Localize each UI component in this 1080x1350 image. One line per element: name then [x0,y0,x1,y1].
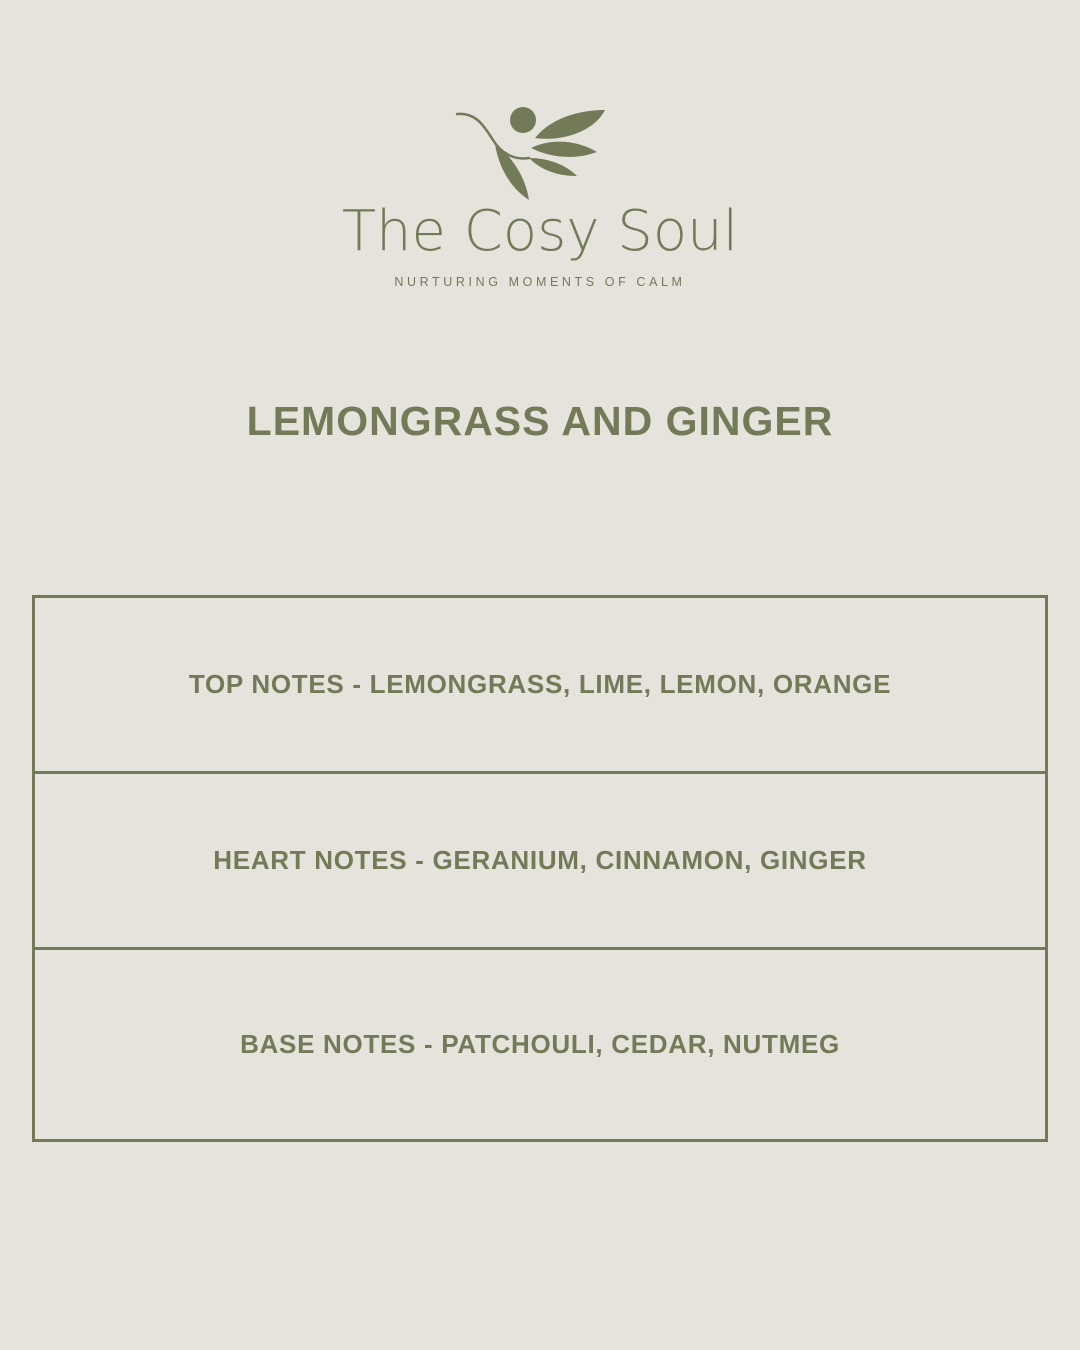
brand-tagline: NURTURING MOMENTS OF CALM [394,275,686,289]
brand-name: The Cosy Soul [341,199,739,264]
base-notes-row [35,950,1045,1139]
top-notes-text: TOP NOTES - LEMONGRASS, LIME, LEMON, ORANGE [188,669,892,699]
base-notes-text: BASE NOTES - PATCHOULI, CEDAR, NUTMEG [240,1029,840,1059]
heart-notes-row [35,774,1045,950]
heart-notes-text: HEART NOTES - GERANIUM, CINNAMON, GINGER [213,845,867,875]
product-title: LEMONGRASS AND GINGER [246,398,834,444]
brand-logo [0,100,1080,289]
scent-notes-table [32,595,1048,1142]
top-notes-row [35,598,1045,774]
